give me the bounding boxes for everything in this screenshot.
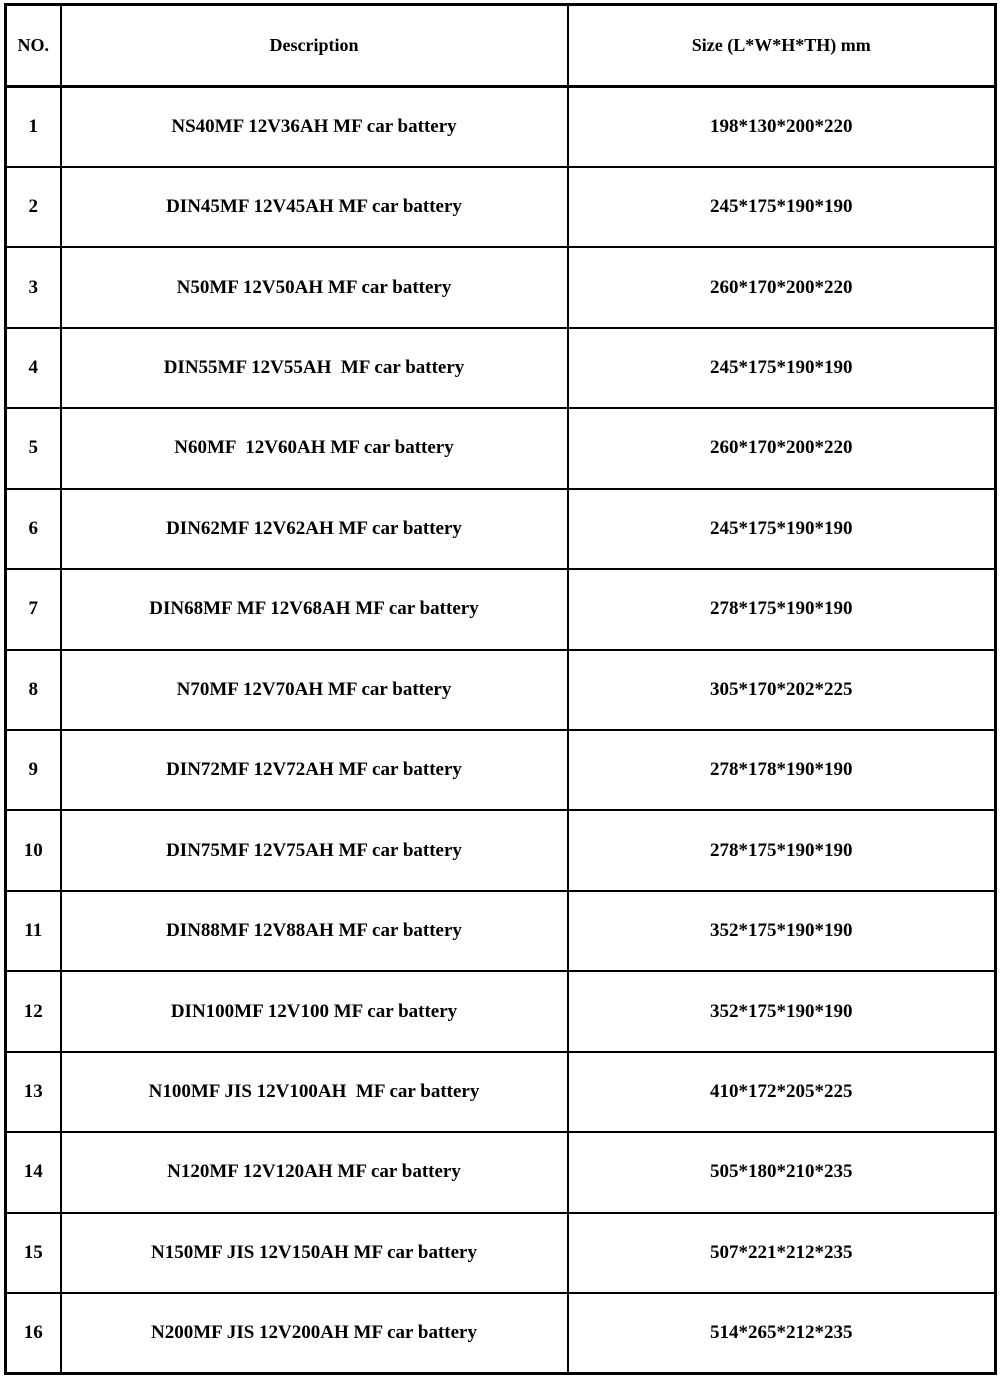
table-row	[6, 489, 996, 569]
row-number-cell: 5	[6, 408, 61, 488]
row-number-cell: 14	[6, 1132, 61, 1212]
description-cell: DIN100MF 12V100 MF car battery	[61, 971, 568, 1051]
row-number-cell: 13	[6, 1052, 61, 1132]
size-cell: 245*175*190*190	[568, 167, 996, 247]
row-number-cell: 7	[6, 569, 61, 649]
row-number-cell: 11	[6, 891, 61, 971]
description-cell: N70MF 12V70AH MF car battery	[61, 650, 568, 730]
row-number-cell: 9	[6, 730, 61, 810]
description-cell: N200MF JIS 12V200AH MF car battery	[61, 1293, 568, 1373]
row-number-cell: 12	[6, 971, 61, 1051]
table-row	[6, 891, 996, 971]
description-cell: N50MF 12V50AH MF car battery	[61, 247, 568, 327]
size-cell: 260*170*200*220	[568, 408, 996, 488]
table-row	[6, 569, 996, 649]
size-cell: 245*175*190*190	[568, 328, 996, 408]
header-description: Description	[61, 5, 568, 87]
description-cell: DIN62MF 12V62AH MF car battery	[61, 489, 568, 569]
description-cell: DIN68MF MF 12V68AH MF car battery	[61, 569, 568, 649]
table-row	[6, 408, 996, 488]
header-row	[6, 5, 996, 87]
table-row	[6, 971, 996, 1051]
row-number-cell: 4	[6, 328, 61, 408]
row-number-cell: 16	[6, 1293, 61, 1373]
description-cell: N60MF 12V60AH MF car battery	[61, 408, 568, 488]
table-row	[6, 328, 996, 408]
table-row	[6, 1293, 996, 1373]
table-header	[6, 5, 996, 87]
size-cell: 352*175*190*190	[568, 971, 996, 1051]
table-row	[6, 87, 996, 167]
row-number-cell: 3	[6, 247, 61, 327]
description-cell: DIN75MF 12V75AH MF car battery	[61, 810, 568, 890]
row-number-cell: 6	[6, 489, 61, 569]
description-cell: DIN55MF 12V55AH MF car battery	[61, 328, 568, 408]
size-cell: 507*221*212*235	[568, 1213, 996, 1293]
description-cell: DIN45MF 12V45AH MF car battery	[61, 167, 568, 247]
table-row	[6, 167, 996, 247]
size-cell: 505*180*210*235	[568, 1132, 996, 1212]
size-cell: 260*170*200*220	[568, 247, 996, 327]
description-cell: N150MF JIS 12V150AH MF car battery	[61, 1213, 568, 1293]
size-cell: 245*175*190*190	[568, 489, 996, 569]
row-number-cell: 10	[6, 810, 61, 890]
description-cell: DIN72MF 12V72AH MF car battery	[61, 730, 568, 810]
row-number-cell: 8	[6, 650, 61, 730]
header-no: NO.	[6, 5, 61, 87]
header-size: Size (L*W*H*TH) mm	[568, 5, 996, 87]
table-row	[6, 730, 996, 810]
size-cell: 278*175*190*190	[568, 810, 996, 890]
row-number-cell: 1	[6, 87, 61, 167]
table-row	[6, 1213, 996, 1293]
row-number-cell: 15	[6, 1213, 61, 1293]
size-cell: 278*175*190*190	[568, 569, 996, 649]
size-cell: 514*265*212*235	[568, 1293, 996, 1373]
battery-spec-table	[4, 3, 997, 1375]
size-cell: 198*130*200*220	[568, 87, 996, 167]
table-body	[6, 87, 996, 1374]
description-cell: DIN88MF 12V88AH MF car battery	[61, 891, 568, 971]
size-cell: 410*172*205*225	[568, 1052, 996, 1132]
table-row	[6, 810, 996, 890]
description-cell: N100MF JIS 12V100AH MF car battery	[61, 1052, 568, 1132]
size-cell: 352*175*190*190	[568, 891, 996, 971]
table-row	[6, 247, 996, 327]
size-cell: 305*170*202*225	[568, 650, 996, 730]
table-row	[6, 650, 996, 730]
table-row	[6, 1132, 996, 1212]
row-number-cell: 2	[6, 167, 61, 247]
description-cell: NS40MF 12V36AH MF car battery	[61, 87, 568, 167]
description-cell: N120MF 12V120AH MF car battery	[61, 1132, 568, 1212]
table-row	[6, 1052, 996, 1132]
size-cell: 278*178*190*190	[568, 730, 996, 810]
